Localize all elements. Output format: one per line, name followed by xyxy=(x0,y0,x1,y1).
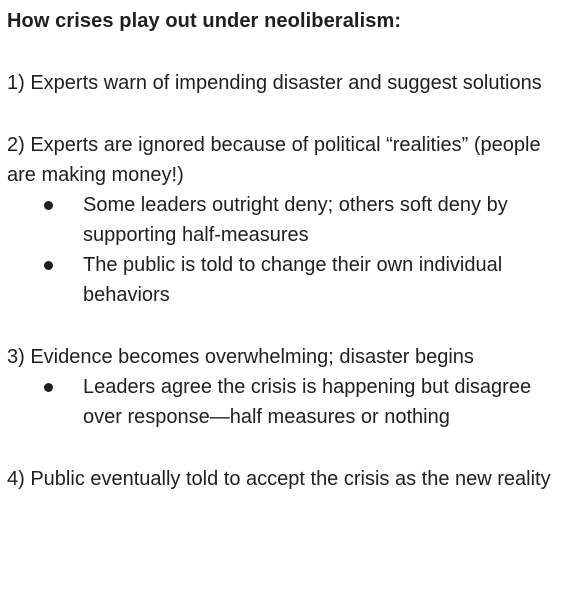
spacer xyxy=(7,310,567,342)
point-1: 1) Experts warn of impending disaster and suggest solutions xyxy=(7,72,542,94)
bullet-item xyxy=(7,372,557,432)
document-title: How crises play out under neoliberalism: xyxy=(7,10,402,32)
bullet-text: The public is told to change their own individual behaviors xyxy=(83,254,503,306)
point-2: 2) Experts are ignored because of political “realities” (people are making money!) xyxy=(7,134,541,186)
spacer xyxy=(7,36,567,68)
bullet-item xyxy=(7,250,557,310)
bullet-dot-icon xyxy=(44,261,53,270)
document xyxy=(7,6,567,494)
bullet-item xyxy=(7,190,557,250)
point-2-bullets xyxy=(7,190,567,310)
point-4: 4) Public eventually told to accept the crisis as the new reality xyxy=(7,468,551,490)
spacer xyxy=(7,98,567,130)
point-3-bullets xyxy=(7,372,567,432)
point-3: 3) Evidence becomes overwhelming; disaster begins xyxy=(7,346,474,368)
bullet-dot-icon xyxy=(44,201,53,210)
spacer xyxy=(7,432,567,464)
bullet-text: Leaders agree the crisis is happening but disagree over response—half measures or nothing xyxy=(83,376,532,428)
bullet-dot-icon xyxy=(44,383,53,392)
bullet-text: Some leaders outright deny; others soft deny by supporting half-measures xyxy=(83,194,508,246)
